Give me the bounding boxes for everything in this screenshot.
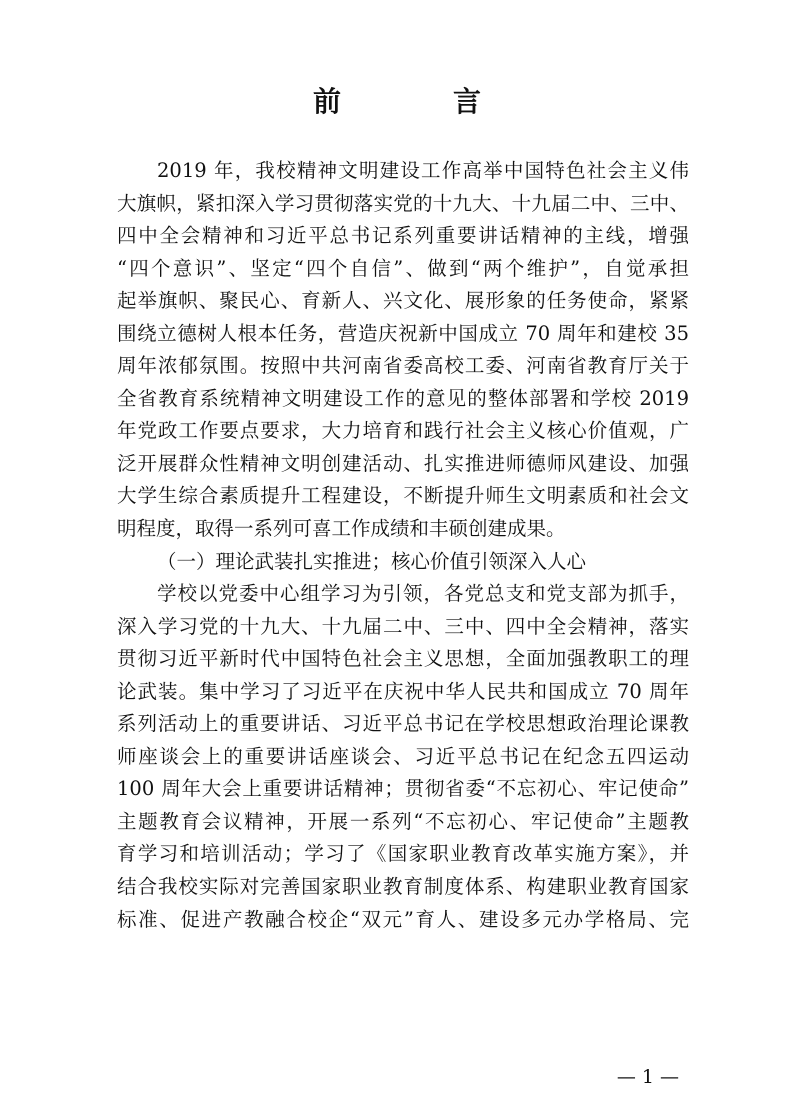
paragraph-line: 年党政工作要点要求，大力培育和践行社会主义核心价值观，广: [117, 419, 689, 443]
paragraph-line: 论武装。集中学习了习近平在庆祝中华人民共和国成立 70 周年: [117, 679, 689, 703]
paragraph-line: 100 周年大会上重要讲话精神；贯彻省委“不忘初心、牢记使命”: [117, 777, 689, 801]
paragraph-line: 围绕立德树人根本任务，营造庆祝新中国成立 70 周年和建校 35: [117, 321, 689, 345]
section-heading: （一）理论武装扎实推进；核心价值引领深入人心: [157, 549, 587, 573]
paragraph-line: 结合我校实际对完善国家职业教育制度体系、构建职业教育国家: [117, 875, 689, 899]
paragraph-line: 大旗帜，紧扣深入学习贯彻落实党的十九大、十九届二中、三中、: [117, 191, 689, 215]
paragraph-line: 主题教育会议精神，开展一系列“不忘初心、牢记使命”主题教: [117, 809, 689, 833]
paragraph-line: 系列活动上的重要讲话、习近平总书记在学校思想政治理论课教: [117, 712, 689, 736]
paragraph-line: 周年浓郁氛围。按照中共河南省委高校工委、河南省教育厅关于: [117, 354, 689, 378]
paragraph-line: “四个意识”、坚定“四个自信”、做到“两个维护”，自觉承担: [117, 256, 689, 280]
paragraph-line: 2019 年，我校精神文明建设工作高举中国特色社会主义伟: [157, 159, 689, 182]
paragraph-line: 育学习和培训活动；学习了《国家职业教育改革实施方案》，并: [117, 842, 689, 866]
paragraph-line: 大学生综合素质提升工程建设，不断提升师生文明素质和社会文: [117, 484, 689, 508]
paragraph-line: 学校以党委中心组学习为引领，各党总支和党支部为抓手，: [157, 582, 689, 606]
paragraph-line: 深入学习党的十九大、十九届二中、三中、四中全会精神，落实: [117, 614, 689, 638]
paragraph-line: 起举旗帜、聚民心、育新人、兴文化、展形象的任务使命，紧紧: [117, 289, 689, 313]
paragraph-line: 贯彻习近平新时代中国特色社会主义思想，全面加强教职工的理: [117, 647, 689, 671]
paragraph-line: 明程度，取得一系列可喜工作成绩和丰硕创建成果。: [117, 517, 566, 541]
paragraph-line: 师座谈会上的重要讲话座谈会、习近平总书记在纪念五四运动: [117, 744, 689, 768]
paragraph-line: 泛开展群众性精神文明创建活动、扎实推进师德师风建设、加强: [117, 451, 689, 475]
paragraph-line: 标准、促进产教融合校企“双元”育人、建设多元办学格局、完: [117, 907, 689, 931]
paragraph-line: 四中全会精神和习近平总书记系列重要讲话精神的主线，增强: [117, 224, 689, 248]
document-body: [117, 155, 689, 936]
paragraph-line: 全省教育系统精神文明建设工作的意见的整体部署和学校 2019: [117, 386, 689, 410]
page-title: 前 言: [312, 85, 523, 118]
page-number: — 1 —: [616, 1066, 679, 1088]
